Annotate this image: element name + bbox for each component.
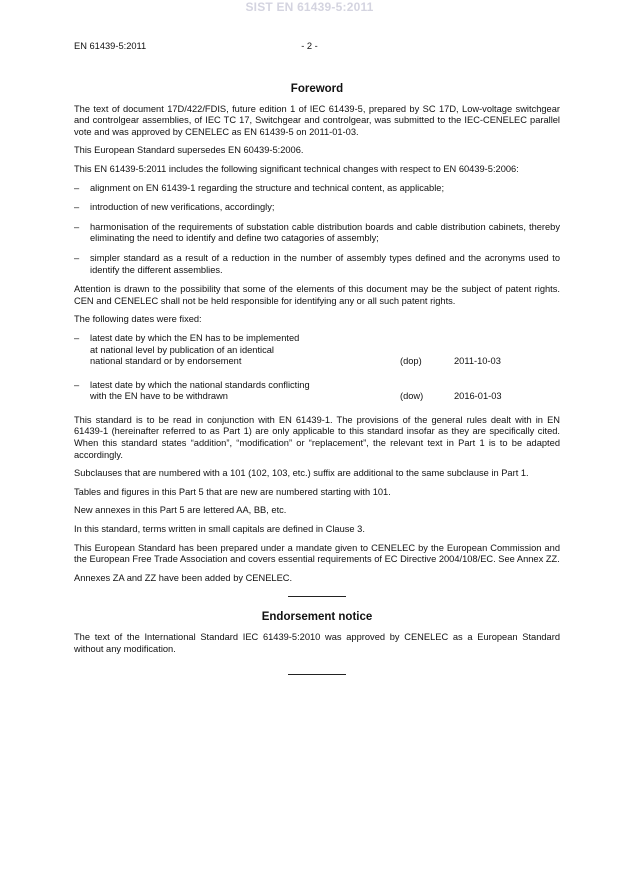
date-item-dow [74,380,560,403]
watermark: SIST EN 61439-5:2011 [245,0,374,14]
list-dash: – [74,202,80,213]
date-desc-line: with the EN have to be withdrawn [90,391,228,402]
section-divider [288,596,346,597]
list-item-text: alignment on EN 61439-1 regarding the structure and technical content, as applicable; [90,182,445,193]
conjunction-paragraph: This standard is to be read in conjunction with EN 61439-1. The provisions of the general rules dealt with in EN 61439-1 (hereinafter referred to as Part 1) are only applicable to this standard insofar as they are specifically cited. When this standard states “addition”, “modification” or “replacement”, the relevant text in Part 1 is to be adapted accordingly. [74,414,560,460]
list-item [74,202,560,214]
list-item [74,183,560,195]
foreword-paragraph: The text of document 17D/422/FDIS, future edition 1 of IEC 61439-5, prepared by SC 17D, Low-voltage switchgear and controlgear assemblies, of IEC TC 17, Switchgear and controlgear, was submitted to the IEC-CENELEC parallel vote and was approved by CENELEC as EN 61439-5 on 2011-01-03. [74,103,560,137]
list-item-text: introduction of new verifications, accordingly; [90,202,275,213]
date-value: 2011-10-03 [454,356,501,367]
header-page-number: - 2 - [301,41,318,51]
dates-intro: The following dates were fixed: [74,314,202,325]
list-dash: – [74,332,80,343]
document-body [74,84,560,675]
date-desc-line: national standard or by endorsement [90,356,242,367]
list-item [74,253,560,276]
date-item-dop [74,333,560,368]
date-value: 2016-01-03 [454,391,502,402]
date-desc-line: latest date by which the EN has to be implemented [90,332,300,343]
header-doc-id: EN 61439-5:2011 [74,41,147,51]
list-dash: – [74,182,80,193]
endorsement-title: Endorsement notice [261,611,373,624]
terms-paragraph: In this standard, terms written in small capitals are defined in Clause 3. [74,524,365,535]
tables-paragraph: Tables and figures in this Part 5 that are new are numbered starting with 101. [74,486,391,497]
date-abbr: (dop) [400,356,422,367]
annex-zz-paragraph: Annexes ZA and ZZ have been added by CENELEC. [74,572,293,583]
list-item-text: harmonisation of the requirements of substation cable distribution boards and cable distribution cabinets, thereby eliminating the need to identify and define two catagories of assembly; [90,221,560,244]
endorsement-text: The text of the International Standard IEC 61439-5:2010 was approved by CENELEC as a European Standard without any modification. [74,632,560,654]
foreword-title: Foreword [290,83,344,95]
supersedes-paragraph: This European Standard supersedes EN 60439-5:2006. [74,145,304,156]
list-item-text: simpler standard as a result of a reduction in the number of assembly types defined and the acronyms used to identify the different assemblies. [90,252,560,275]
date-desc-line: at national level by publication of an identical [90,344,274,355]
subclauses-paragraph: Subclauses that are numbered with a 101 (102, 103, etc.) suffix are additional to the same subclause in Part 1. [74,468,529,479]
date-desc-line: latest date by which the national standards conflicting [90,379,310,390]
list-dash: – [74,379,80,390]
changes-intro: This EN 61439-5:2011 includes the following significant technical changes with respect to EN 60439-5:2006: [74,163,519,174]
patent-paragraph: Attention is drawn to the possibility that some of the elements of this document may be the subject of patent rights. CEN and CENELEC shall not be held responsible for identifying any or all such patent rights. [74,284,560,306]
list-dash: – [74,221,80,232]
list-dash: – [74,252,80,263]
list-item [74,222,560,245]
date-abbr: (dow) [400,391,424,402]
mandate-paragraph: This European Standard has been prepared under a mandate given to CENELEC by the European Commission and the European Free Trade Association and covers essential requirements of EC Directive 2004/108/EC. See Annex ZZ. [74,542,560,565]
section-divider [288,674,346,675]
annexes-paragraph: New annexes in this Part 5 are lettered AA, BB, etc. [74,505,287,516]
